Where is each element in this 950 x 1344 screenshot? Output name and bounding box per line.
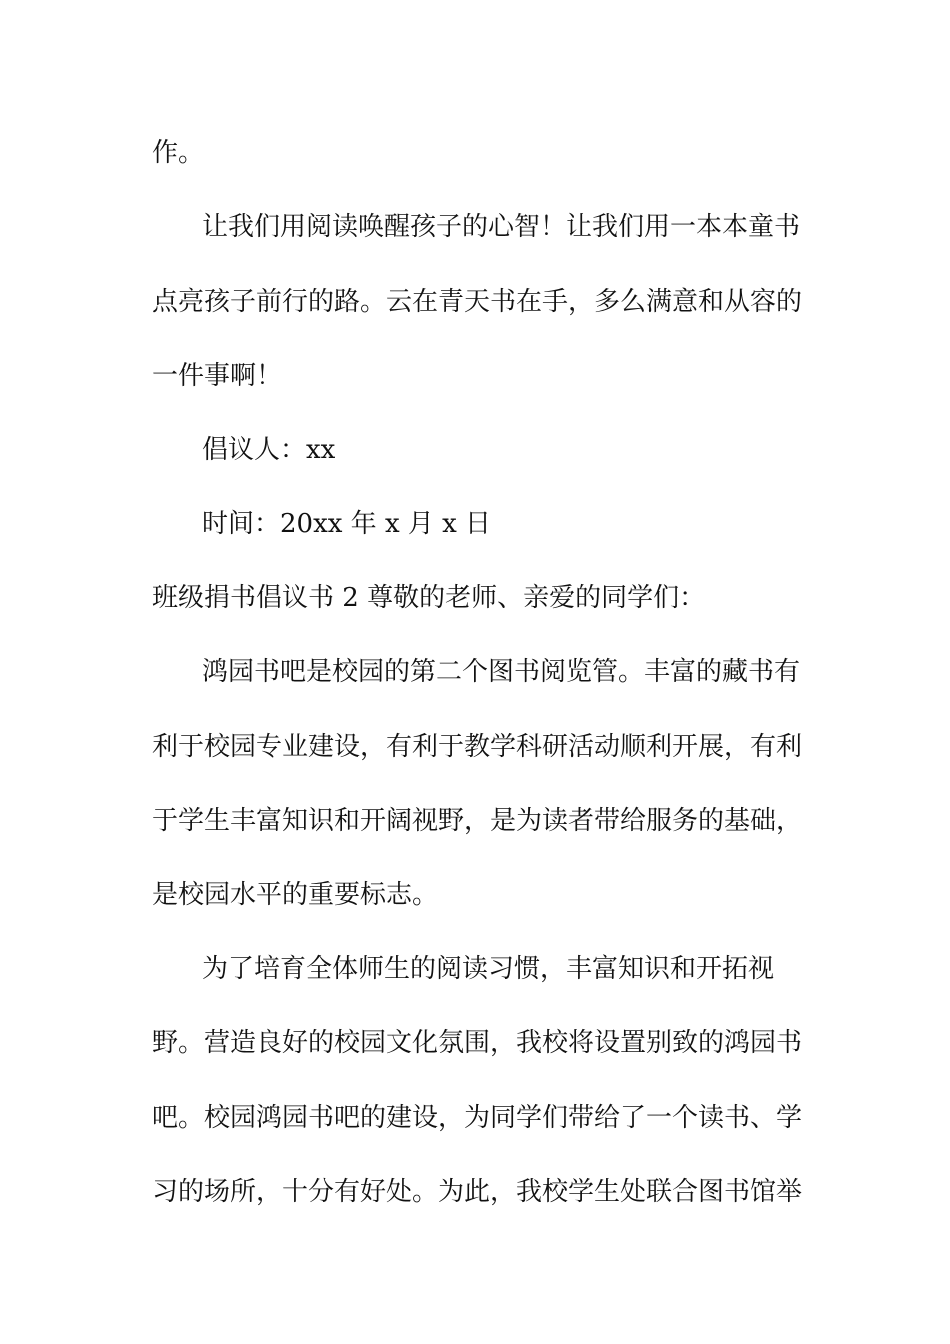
paragraph-line: 让我们用阅读唤醒孩子的心智！让我们用一本本童书 (202, 212, 801, 242)
paragraph-line: 吧。校园鸿园书吧的建设，为同学们带给了一个读书、学 (152, 1103, 803, 1133)
paragraph-line: 鸿园书吧是校园的第二个图书阅览管。丰富的藏书有 (202, 657, 801, 687)
proposer-line: 倡议人：xx (202, 435, 336, 465)
paragraph-line: 野。营造良好的校园文化氛围，我校将设置别致的鸿园书 (152, 1028, 803, 1058)
paragraph-line: 于学生丰富知识和开阔视野，是为读者带给服务的基础， (152, 806, 803, 836)
paragraph-line: 为了培育全体师生的阅读习惯，丰富知识和开拓视 (202, 954, 775, 984)
paragraph-line: 点亮孩子前行的路。云在青天书在手，多么满意和从容的 (152, 287, 803, 317)
paragraph-line: 一件事啊！ (152, 361, 283, 391)
paragraph-line: 习的场所，十分有好处。为此，我校学生处联合图书馆举 (152, 1177, 803, 1207)
paragraph-line: 作。 (152, 138, 205, 168)
date-line: 时间：20xx 年 x 月 x 日 (202, 509, 492, 539)
paragraph-line: 是校园水平的重要标志。 (152, 880, 439, 910)
section-heading-line: 班级捐书倡议书 2 尊敬的老师、亲爱的同学们： (152, 583, 706, 613)
paragraph-line: 利于校园专业建设，有利于教学科研活动顺利开展，有利 (152, 732, 803, 762)
